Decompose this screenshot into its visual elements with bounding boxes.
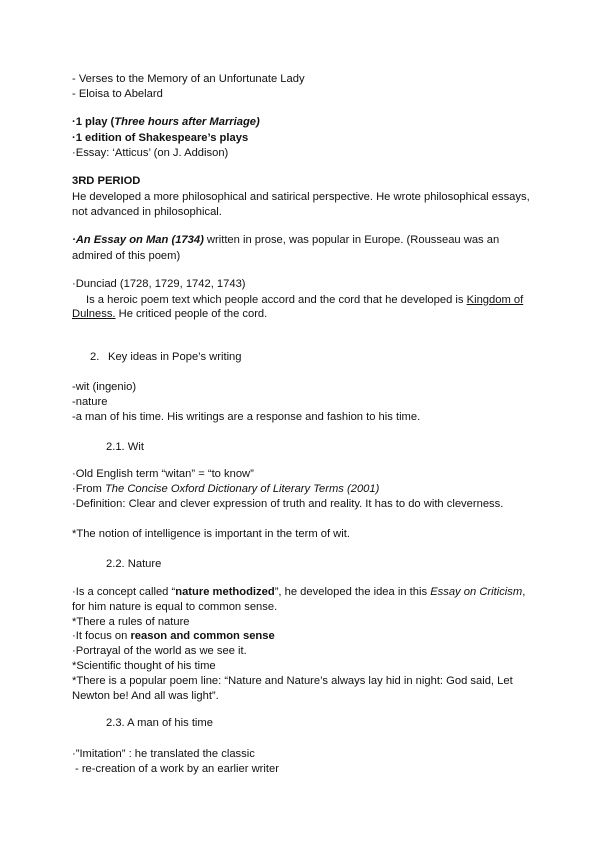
list-item: -wit (ingenio) <box>72 381 137 393</box>
note-line: *The notion of intelligence is important in the term of wit. <box>72 528 350 540</box>
paragraph-line: ·Old English term “witan” = “to know” <box>72 468 254 480</box>
essay-on-man-title: ·An Essay on Man (1734) <box>72 234 204 246</box>
essay-on-man-line <box>72 233 499 247</box>
section-title: Key ideas in Pope’s writing <box>108 351 242 363</box>
section-heading: 3RD PERIOD <box>72 175 141 187</box>
dunciad-desc: He criticed people of the cord. <box>115 308 268 320</box>
paragraph-line: ·”Imitation” : he translated the classic <box>72 748 255 760</box>
play-line <box>72 115 260 129</box>
essay-on-criticism-text: Essay on Criticism <box>430 586 523 598</box>
paragraph-line: ·Definition: Clear and clever expression of truth and reality. It has to do with cleverness. <box>72 498 504 510</box>
paragraph-line: *There is a popular poem line: “Nature and Nature’s always lay hid in night: God said, Let <box>72 675 513 687</box>
essay-atticus-line: ·Essay: ‘Atticus’ (on J. Addison) <box>72 147 229 159</box>
reason-common-sense-text: reason and common sense <box>130 630 275 642</box>
work-list-item: - Eloisa to Abelard <box>72 88 163 100</box>
list-item: -a man of his time. His writings are a response and fashion to his time. <box>72 411 421 423</box>
text-run: ·Is a concept called “ <box>72 586 176 598</box>
nature-methodized-text: nature methodized <box>175 586 275 598</box>
dunciad-desc-line <box>86 293 523 307</box>
section-number: 2. <box>90 351 100 363</box>
work-list-item: - Verses to the Memory of an Unfortunate Lady <box>72 73 305 85</box>
kingdom-of-dulness-text: Dulness. <box>72 308 116 320</box>
paragraph-line: - re-creation of a work by an earlier writer <box>75 763 279 775</box>
paragraph-line: ·Portrayal of the world as we see it. <box>72 645 247 657</box>
play-prefix: ·1 play ( <box>72 116 115 128</box>
essay-on-man-desc: written in prose, was popular in Europe. (Rousseau was an <box>203 234 500 246</box>
source-line <box>72 482 379 496</box>
subsection-heading: 2.1. Wit <box>106 441 144 453</box>
paragraph-line: *Scientific thought of his time <box>72 660 216 672</box>
paragraph-line: He developed a more philosophical and satirical perspective. He wrote philosophical essays, <box>72 191 530 203</box>
text-run: ”, he developed the idea in this <box>274 586 431 598</box>
nature-concept-line <box>72 585 525 599</box>
edition-line: ·1 edition of Shakespeare’s plays <box>72 132 249 144</box>
paragraph-line: Newton be! And all was light”. <box>72 690 219 702</box>
play-title: Three hours after Marriage) <box>114 116 260 128</box>
source-prefix: ·From <box>72 483 105 495</box>
dunciad-desc-line <box>72 307 267 321</box>
paragraph-line: not advanced in philosophical. <box>72 206 222 218</box>
paragraph-line: *There a rules of nature <box>72 616 190 628</box>
dunciad-desc: Is a heroic poem text which people accord and the cord that he developed is <box>86 294 467 306</box>
source-title: The Concise Oxford Dictionary of Literary Terms (2001) <box>104 483 380 495</box>
subsection-heading: 2.3. A man of his time <box>106 717 213 729</box>
paragraph-line: for him nature is equal to common sense. <box>72 601 278 613</box>
list-item: -nature <box>72 396 108 408</box>
text-run: , <box>522 586 526 598</box>
focus-line <box>72 629 275 643</box>
paragraph-line: admired of this poem) <box>72 250 181 262</box>
dunciad-line: ·Dunciad (1728, 1729, 1742, 1743) <box>72 278 246 290</box>
text-run: ·It focus on <box>72 630 131 642</box>
kingdom-of-dulness-text: Kingdom of <box>466 294 524 306</box>
subsection-heading: 2.2. Nature <box>106 558 162 570</box>
